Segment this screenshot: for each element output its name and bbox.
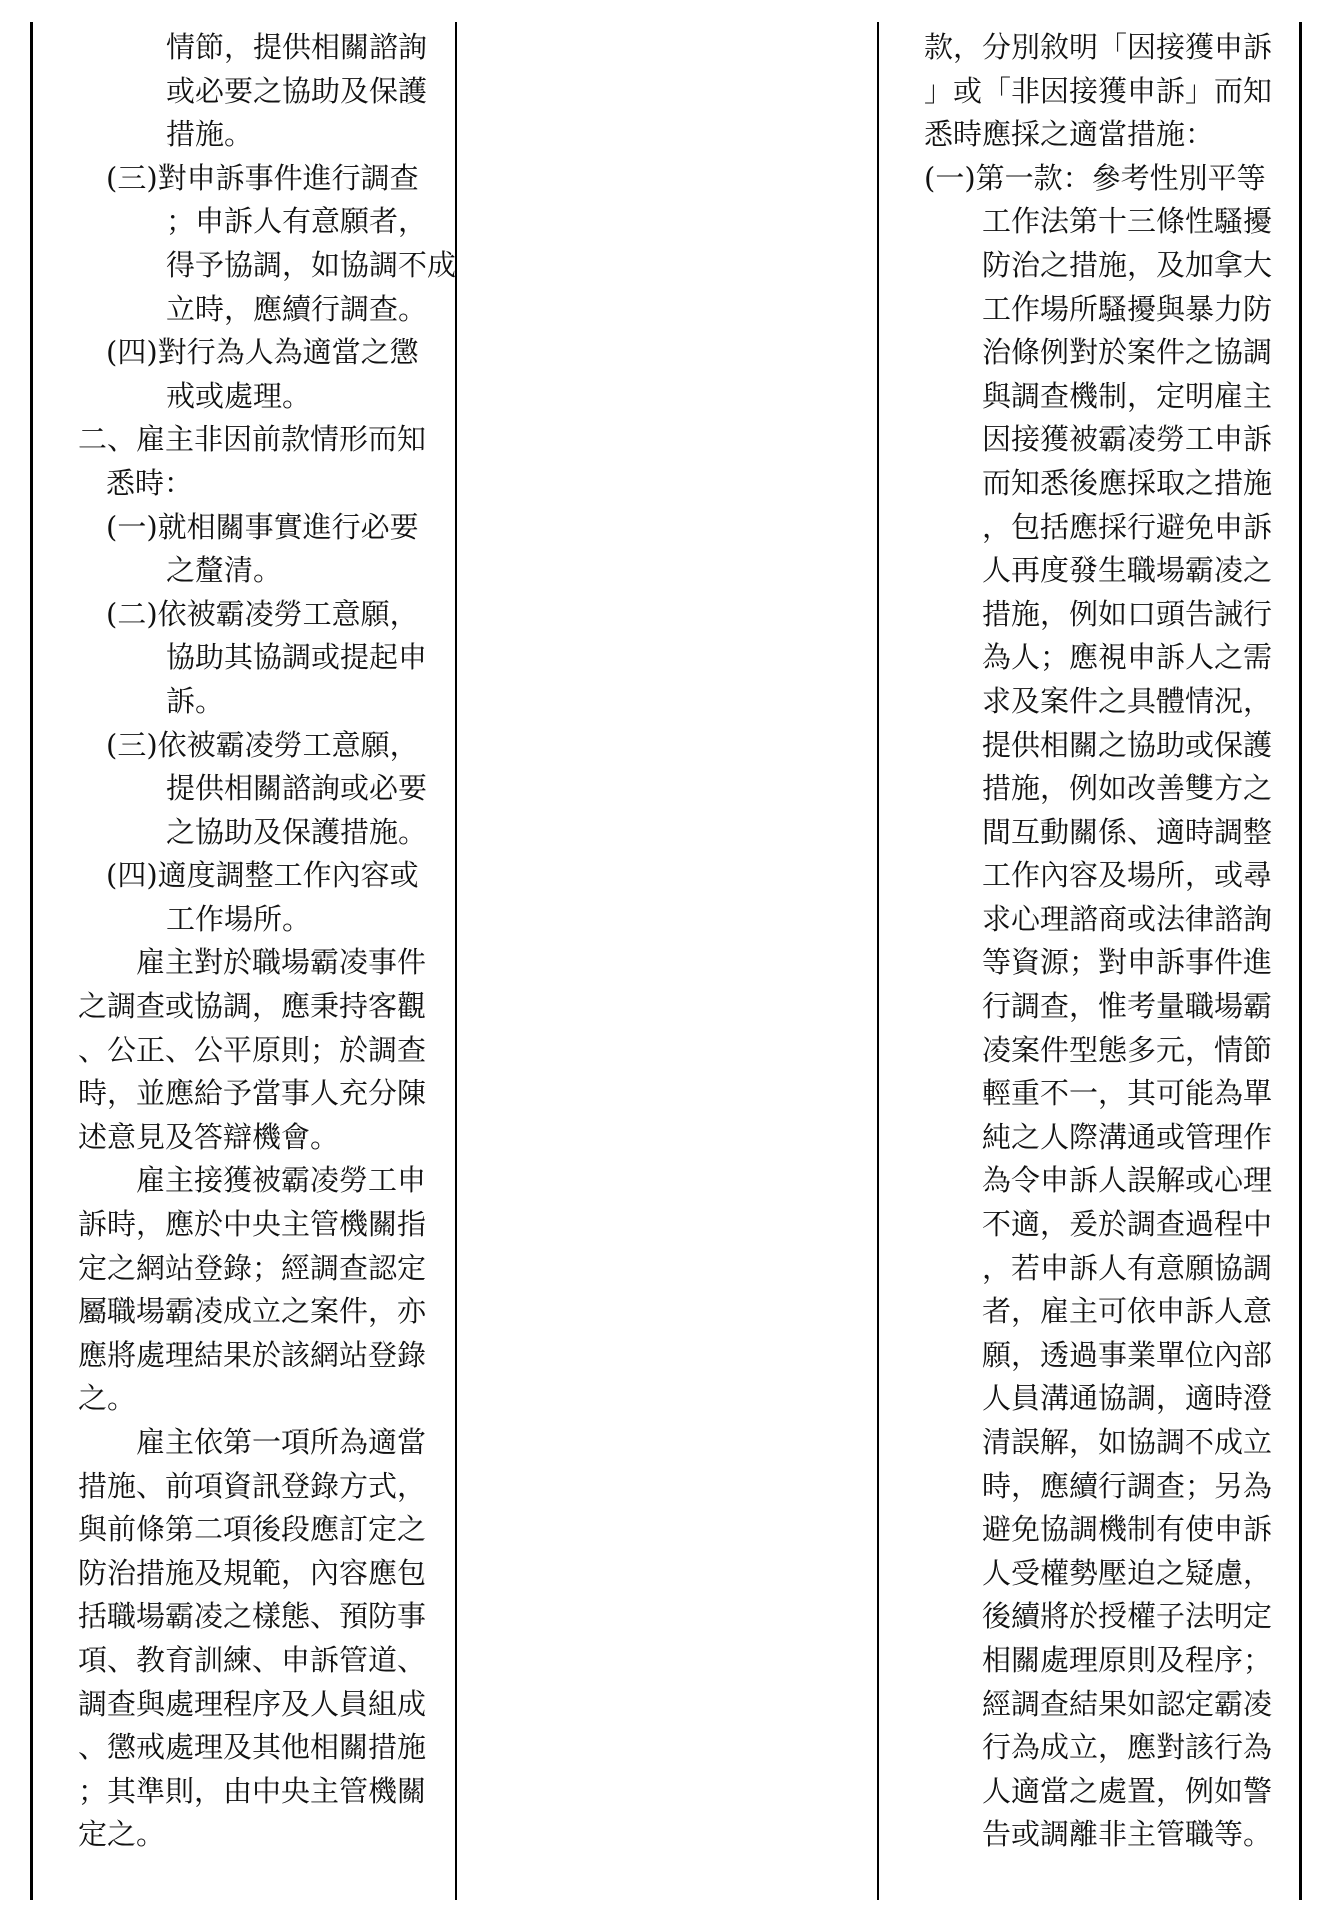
text-line: 行為成立，應對該行為	[982, 1730, 1273, 1765]
text-line: 求心理諮商或法律諮詢	[982, 901, 1273, 936]
text-line: 、公正、公平原則；於調查	[78, 1032, 427, 1067]
text-line: 悉時應採之適當措施：	[924, 117, 1215, 152]
text-line: 凌案件型態多元，情節	[982, 1032, 1273, 1067]
left-column-divider	[455, 22, 457, 1900]
right-text-column	[924, 26, 1284, 1857]
text-line: 工作場所。	[166, 901, 312, 936]
text-line: (一)就相關事實進行必要	[106, 509, 419, 544]
text-line: ；申訴人有意願者，	[166, 204, 428, 239]
text-line: 清誤解，如協調不成立	[982, 1425, 1273, 1459]
text-line: 等資源；對申訴事件進	[982, 945, 1273, 980]
text-line: 防治之措施，及加拿大	[982, 247, 1273, 282]
text-line: 之。	[78, 1381, 137, 1416]
text-line: 之調查或協調，應秉持客觀	[78, 989, 427, 1024]
text-line: 工作場所騷擾與暴力防	[982, 291, 1273, 326]
text-line: (三)對申訴事件進行調查	[106, 160, 419, 195]
text-line: 防治措施及規範，內容應包	[78, 1555, 427, 1590]
text-line: 措施。	[166, 117, 254, 152]
text-line: 項、教育訓練、申訴管道、	[78, 1642, 427, 1677]
text-line: 調查與處理程序及人員組成	[78, 1686, 427, 1721]
text-line: 因接獲被霸凌勞工申訴	[982, 422, 1273, 457]
text-line: 人適當之處置，例如警	[982, 1773, 1273, 1808]
text-line: 避免協調機制有使申訴	[982, 1512, 1273, 1547]
text-line: 得予協調，如協調不成	[166, 247, 457, 282]
text-line: (四)對行為人為適當之懲	[106, 335, 419, 370]
text-line: 協助其協調或提起申	[166, 640, 428, 675]
text-line: 人再度發生職場霸凌之	[982, 553, 1273, 588]
text-line: 時，並應給予當事人充分陳	[78, 1076, 427, 1111]
text-line: 訴時，應於中央主管機關指	[78, 1207, 427, 1242]
text-line: 不適，爰於調查過程中	[982, 1207, 1273, 1242]
text-line: 雇主接獲被霸凌勞工申	[136, 1163, 427, 1198]
text-line: 悉時：	[106, 465, 194, 500]
text-line: 措施、前項資訊登錄方式，	[78, 1468, 427, 1503]
text-line: ；其準則，由中央主管機關	[78, 1773, 427, 1808]
text-line: 訴。	[166, 683, 225, 718]
text-line: 」或「非因接獲申訴」而知	[924, 73, 1273, 108]
text-line: 與前條第二項後段應訂定之	[78, 1512, 427, 1547]
right-column-divider	[877, 22, 879, 1900]
text-line: 輕重不一，其可能為單	[982, 1076, 1273, 1111]
text-line: 人員溝通協調，適時澄	[982, 1381, 1273, 1416]
text-line: 工作法第十三條性騷擾	[982, 204, 1273, 239]
text-line: 為人；應視申訴人之需	[982, 640, 1273, 675]
text-line: (三)依被霸凌勞工意願，	[106, 727, 419, 762]
text-line: 情節，提供相關諮詢	[166, 30, 428, 64]
text-line: 戒或處理。	[166, 378, 312, 413]
text-line: 提供相關之協助或保護	[982, 727, 1273, 762]
text-line: 求及案件之具體情況，	[982, 683, 1273, 718]
text-line: 、懲戒處理及其他相關措施	[78, 1730, 427, 1765]
text-line: 之釐清。	[166, 553, 283, 588]
text-line: 措施，例如改善雙方之	[982, 771, 1273, 806]
text-line: 時，應續行調查；另為	[982, 1468, 1273, 1503]
text-line: 願，透過事業單位內部	[982, 1337, 1273, 1372]
text-line: 告或調離非主管職等。	[982, 1817, 1273, 1852]
text-line: 提供相關諮詢或必要	[166, 771, 428, 806]
text-line: 經調查結果如認定霸凌	[982, 1686, 1273, 1721]
text-line: 定之。	[78, 1817, 166, 1852]
left-text-column	[78, 26, 457, 1857]
left-page-border	[30, 22, 33, 1900]
text-line: 間互動關係、適時調整	[982, 814, 1273, 849]
text-line: 雇主依第一項所為適當	[136, 1425, 427, 1459]
text-line: 之協助及保護措施。	[166, 814, 428, 849]
text-line: 工作內容及場所，或尋	[982, 858, 1273, 893]
text-line: 二、雇主非因前款情形而知	[78, 422, 427, 457]
text-line: 相關處理原則及程序；	[982, 1642, 1273, 1677]
text-line: ，若申訴人有意願協調	[982, 1250, 1273, 1285]
text-line: 定之網站登錄；經調查認定	[78, 1250, 427, 1285]
text-line: 措施，例如口頭告誡行	[982, 596, 1273, 631]
text-line: 後續將於授權子法明定	[982, 1599, 1273, 1634]
text-line: (四)適度調整工作內容或	[106, 858, 419, 893]
text-line: 者，雇主可依申訴人意	[982, 1294, 1273, 1329]
text-line: 為令申訴人誤解或心理	[982, 1163, 1273, 1198]
text-line: ，包括應採行避免申訴	[982, 509, 1273, 544]
text-line: 與調查機制，定明雇主	[982, 378, 1273, 413]
text-line: 行調查，惟考量職場霸	[982, 989, 1273, 1024]
text-line: 雇主對於職場霸凌事件	[136, 945, 427, 980]
text-line: 括職場霸凌之樣態、預防事	[78, 1599, 427, 1634]
text-line: 應將處理結果於該網站登錄	[78, 1337, 427, 1372]
text-line: 款，分別敘明「因接獲申訴	[924, 30, 1273, 64]
text-line: 治條例對於案件之協調	[982, 335, 1273, 370]
text-line: 立時，應續行調查。	[166, 291, 428, 326]
text-line: (二)依被霸凌勞工意願，	[106, 596, 419, 631]
text-line: 屬職場霸凌成立之案件，亦	[78, 1294, 427, 1329]
right-page-border	[1299, 22, 1302, 1900]
text-line: 而知悉後應採取之措施	[982, 465, 1273, 500]
text-line: 純之人際溝通或管理作	[982, 1119, 1273, 1154]
text-line: 人受權勢壓迫之疑慮，	[982, 1555, 1273, 1590]
text-line: 或必要之協助及保護	[166, 73, 428, 108]
text-line: (一)第一款：參考性別平等	[924, 160, 1266, 195]
text-line: 述意見及答辯機會。	[78, 1119, 340, 1154]
